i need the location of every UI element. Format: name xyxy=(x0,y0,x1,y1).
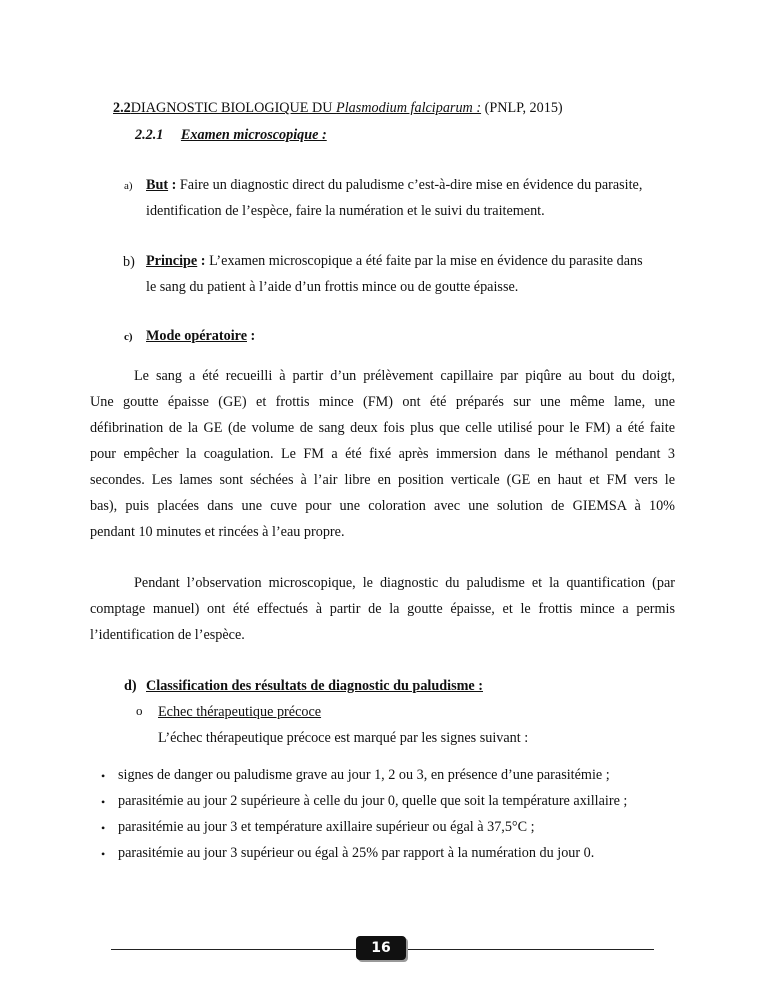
paragraph1-line: Le sang a été recueilli à partir d’un prélèvement capillaire par piqûre au bout du doigt, xyxy=(134,368,675,384)
bullet-item: parasitémie au jour 3 supérieur ou égal à 25% par rapport à la numération du jour 0. xyxy=(118,845,595,861)
item-b-line2: le sang du patient à l’aide d’un frottis mince ou de goutte épaisse. xyxy=(146,279,519,295)
paragraph1-line: pendant 10 minutes et rincées à l’eau propre. xyxy=(90,524,345,540)
subsection-number: 2.2.1 xyxy=(135,127,164,143)
item-c-colon: : xyxy=(247,328,256,344)
bullet-icon: • xyxy=(101,769,106,783)
sub-item-intro: L’échec thérapeutique précoce est marqué par les signes suivant : xyxy=(158,730,529,746)
footer-rule-left xyxy=(111,949,356,950)
subsection-heading xyxy=(135,127,327,144)
bullet-icon: • xyxy=(101,847,106,861)
item-b-text1: L’examen microscopique a été faite par la mise en évidence du parasite dans xyxy=(205,253,643,269)
item-b-marker: b) xyxy=(123,254,135,270)
item-a-label: But xyxy=(146,177,169,193)
item-a-text1: Faire un diagnostic direct du paludisme c’est-à-dire mise en évidence du parasite, xyxy=(176,177,643,193)
item-c-heading xyxy=(146,328,255,345)
item-a-line2: identification de l’espèce, faire la numération et le suivi du traitement. xyxy=(146,203,545,219)
section-heading xyxy=(113,100,563,117)
section-title-species: Plasmodium falciparum : xyxy=(336,100,482,116)
item-a-marker: a) xyxy=(124,180,133,192)
item-c-marker: c) xyxy=(124,331,133,343)
section-citation: (PNLP, 2015) xyxy=(481,100,563,116)
item-d-marker: d) xyxy=(124,678,137,694)
paragraph1-line: défibrination de la GE (de volume de sang deux fois plus que celle utilisé pour le FM) a été faite xyxy=(90,420,675,436)
bullet-icon: • xyxy=(101,821,106,835)
subsection-title: Examen microscopique : xyxy=(180,127,327,143)
paragraph1-line: Une goutte épaisse (GE) et frottis mince (FM) ont été préparés sur une même lame, une xyxy=(90,394,675,410)
paragraph1-line: secondes. Les lames sont séchées à l’air libre en position verticale (GE en haut et FM vers le xyxy=(90,472,675,488)
paragraph2-line: l’identification de l’espèce. xyxy=(90,627,245,643)
item-b-line1 xyxy=(146,253,643,270)
item-c-label: Mode opératoire xyxy=(146,328,247,344)
sub-item-label: Echec thérapeutique précoce xyxy=(158,704,322,720)
bullet-icon: • xyxy=(101,795,106,809)
paragraph2-line: Pendant l’observation microscopique, le diagnostic du paludisme et la quantification (par xyxy=(134,575,675,591)
section-title-prefix: DIAGNOSTIC BIOLOGIQUE DU xyxy=(130,100,337,116)
footer-rule-right xyxy=(408,949,654,950)
paragraph2-line: comptage manuel) ont été effectués à partir de la goutte épaisse, et le frottis mince a permis xyxy=(90,601,675,617)
page-number: 16 xyxy=(356,936,406,960)
item-a-line1 xyxy=(146,177,642,194)
item-b-label: Principe xyxy=(146,253,198,269)
paragraph1-line: pour empêcher la coagulation. Le FM a été fixé après immersion dans le méthanol pendant 3 xyxy=(90,446,675,462)
bullet-item: parasitémie au jour 3 et température axillaire supérieur ou égal à 37,5°C ; xyxy=(118,819,535,835)
item-d-label: Classification des résultats de diagnostic du paludisme : xyxy=(146,678,483,694)
section-number: 2.2 xyxy=(113,100,131,116)
item-a-colon: : xyxy=(168,177,177,193)
bullet-item: signes de danger ou paludisme grave au jour 1, 2 ou 3, en présence d’une parasitémie ; xyxy=(118,767,610,783)
sub-item-marker: o xyxy=(136,703,143,718)
item-b-colon: : xyxy=(197,253,206,269)
bullet-item: parasitémie au jour 2 supérieure à celle du jour 0, quelle que soit la température axillaire ; xyxy=(118,793,628,809)
paragraph1-line: bas), puis placées dans une cuve pour une coloration avec une solution de GIEMSA à 10% xyxy=(90,498,675,514)
